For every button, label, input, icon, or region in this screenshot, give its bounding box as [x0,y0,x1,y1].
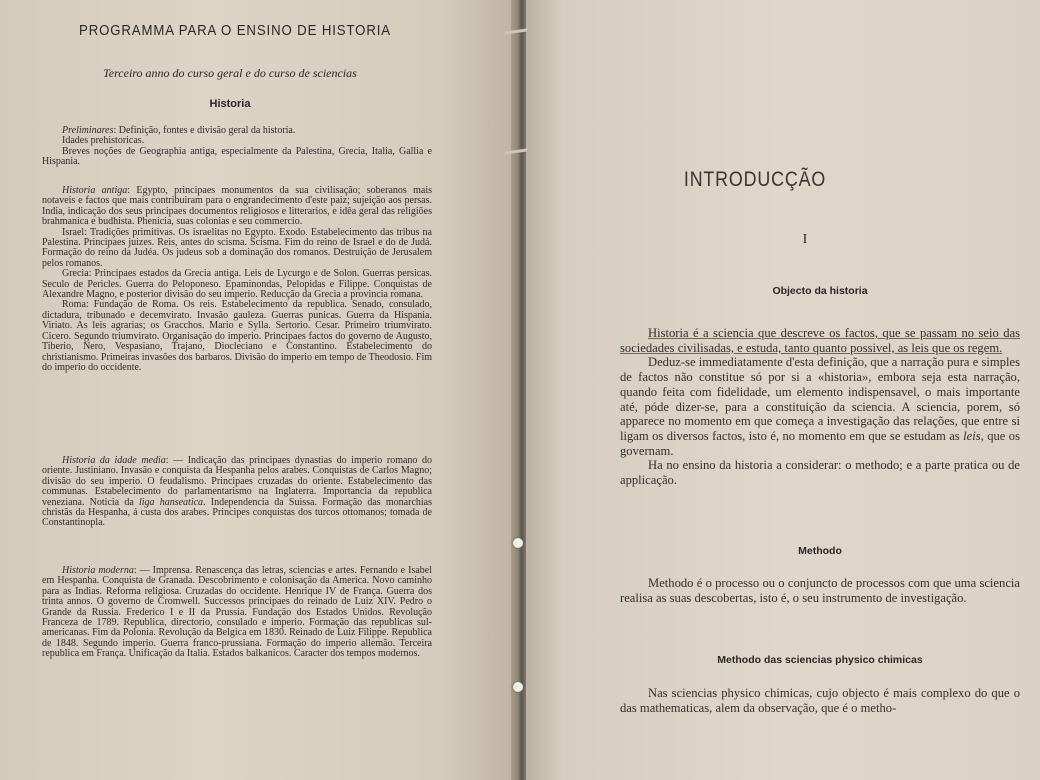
media-text: : — Indicação das principaes dynastias do imperio romano do oriente. Justiniano. Invasão e conquista da Hespanha pelos arabes. Conquistas de Carlos Magno; divisão do seu imperio. O feudalismo. Principaes cruzadas do oriente. Estabelecimento das communas. Estabelecimento do parlamentarismo na Inglaterra. Importancia da republica veneziana. Noticia da [42,455,432,508]
section-idade-media [42,456,432,529]
section-heading-objecto: Objecto da historia [772,285,868,297]
liga-hanseatica: liga hanseatica [138,496,204,508]
section-historia-moderna [42,566,432,660]
deduction-text: Deduz-se immediatamente d'esta definição, que a narração pura e simples de factos não constitue só por si a «historia», embora seja esta narração, quando feita com fidelidade, um elemento indispensavel, o mais importante até, póde dizer-se, para a constituição da sciencia. A sciencia, porem, só apparece no momento em que começa a investigação das relações, que entre si ligam os diversos factos, isto é, no momento em que se estudam as [620,355,1020,443]
chapter-numeral: I [802,232,808,247]
ensino-paragraph: Ha no ensino da historia a considerar: o methodo; e a parte pratica ou de applicação. [620,458,1020,488]
paragraph-methodo [620,576,1020,605]
section-preliminares [42,126,432,168]
leis-word: leis [963,428,981,443]
antiga-text: : Egypto, principaes monumentos da sua civilisação; soberanos mais notaveis e factos que mais contribuiram para o engrandecimento d'este paiz; sujeição aos persas. India, indicação dos seus principaes documentos religiosos e litterarios, e idêa geral das religiões brahmanica e budhista. Phenicia, suas colonias e seu commercio. [42,185,432,228]
programme-subtitle: Terceiro anno do curso geral e do curso de sciencias [103,66,357,80]
preliminares-line: : Definição, fontes e divisão geral da historia. [113,125,296,136]
section-heading-physico-chimicas: Methodo das sciencias physico chimicas [717,654,923,666]
book-spine [511,0,526,780]
antiga-roma: Roma: Fundação de Roma. Os reis. Estabelecimento da republica. Senado, consulado, dictadura, tribunado e decemvirato. Invasão gauleza. Guerras punicas. Guerra da Hispania. Viriato. As leis agrarias; os Gracchos. Mario e Sylla. Sertorio. Cesar. Primeiro triumvirato. Cicero. Segundo triumvirato. Organisação do imperio. Principaes factos do governo de Augusto, Tiberio, Nero, Vespasiano, Trajano, Diocleciano e Constantino. Estabelecimento do christianismo. Primeiras invasões dos barbaros. Divisão do imperio em tempo de Theodosio. Fim do imperio do occidente. [42,299,432,373]
preliminares-line: Idades prehistoricas. [62,135,145,147]
deduction-text-end: , que os governam. [620,428,1021,458]
moderna-label: Historia moderna [62,565,134,576]
physico-paragraph: Nas sciencias physico chimicas, cujo objecto é mais complexo do que o das mathematicas, alem da observação, que é o metho- [620,686,1020,715]
antiga-israel: Israel: Tradições primitivas. Os israelitas no Egypto. Exodo. Estabelecimento das tribus na Palestina. Principaes juizes. Reis, antes do scisma. Scisma. Fim do reino de Israel e do de Judá. Formação do reino da Judéa. Os judeus sob a dominação dos romanos. Destruição de Jerusalem pelos romanos. [42,226,432,269]
methodo-paragraph: Methodo é o processo ou o conjuncto de processos com que uma sciencia realisa as suas descobertas, isto é, o seu instrumento de investigação. [620,576,1020,605]
paragraph-physico-chimicas [620,686,1020,715]
preliminares-line: Breves noções de Geographia antiga, especialmente da Palestina, Grecia, Italia, Gallia e Hispania. [42,145,432,168]
binding-stitch [513,538,523,548]
definition-underlined: Historia é a sciencia que descreve os factos, que se passam no seio das sociedades civilisadas, e estuda, tanto quanto possivel, as leis que os regem. [620,326,1020,355]
preliminares-label: Preliminares [62,125,114,136]
moderna-text: : — Imprensa. Renascença das letras, sciencias e artes. Fernando e Isabel em Hespanha. Conquista de Granada. Descobrimento e colonisação da America. Novo caminho para as Indias. Reforma religiosa. Cruzadas do occidente. Henrique IV de França. Guerra dos trinta annos. O governo de Cromwell. Successos principaes do reinado de Luiz XIV. Pedro o Grande da Russia. Frederico I e II da Prussia. Fundação dos Estados Unidos. Revolução Franceza de 1789. Republica, directorio, consulado e imperio. Formação das republicas sul-americanas. Fim da Polonia. Revolução da Belgica em 1830. Reinado de Luiz Filippe. Republica de 1848. Segundo imperio. Guerra franco-prussiana. Formação do imperio allemão. Terceira republica em França. Unificação da Italia. Estados balkanicos. Caracter dos tempos modernos. [42,565,432,660]
section-historia-antiga [42,186,432,373]
introduction-title: INTRODUCÇÃO [683,168,827,191]
binding-stitch [513,682,523,692]
antiga-grecia: Grecia: Principaes estados da Grecia antiga. Leis de Lycurgo e de Solon. Guerras persicas. Seculo de Pericles. Guerra do Peloponeso. Epaminondas, Pelopidas e Filippe. Conquistas de Alexandre Magno, e posterior divisão do seu imperio. Reducção da Grecia a provincia romana. [42,268,432,301]
section-heading-methodo: Methodo [798,545,842,557]
left-page [0,0,515,780]
programme-title: PROGRAMMA PARA O ENSINO DE HISTORIA [79,22,391,39]
antiga-label: Historia antiga [62,185,128,196]
media-text-after: . Independencia da Suissa. Formação das monarchias christãs da Hespanha, á custa dos arabes. Principes conquistas dos turcos ottomanos; tomada de Constantinopla. [42,496,433,529]
programme-heading: Historia [209,98,251,110]
paragraph-definition [620,326,1020,488]
media-label: Historia da idade media [62,455,166,466]
